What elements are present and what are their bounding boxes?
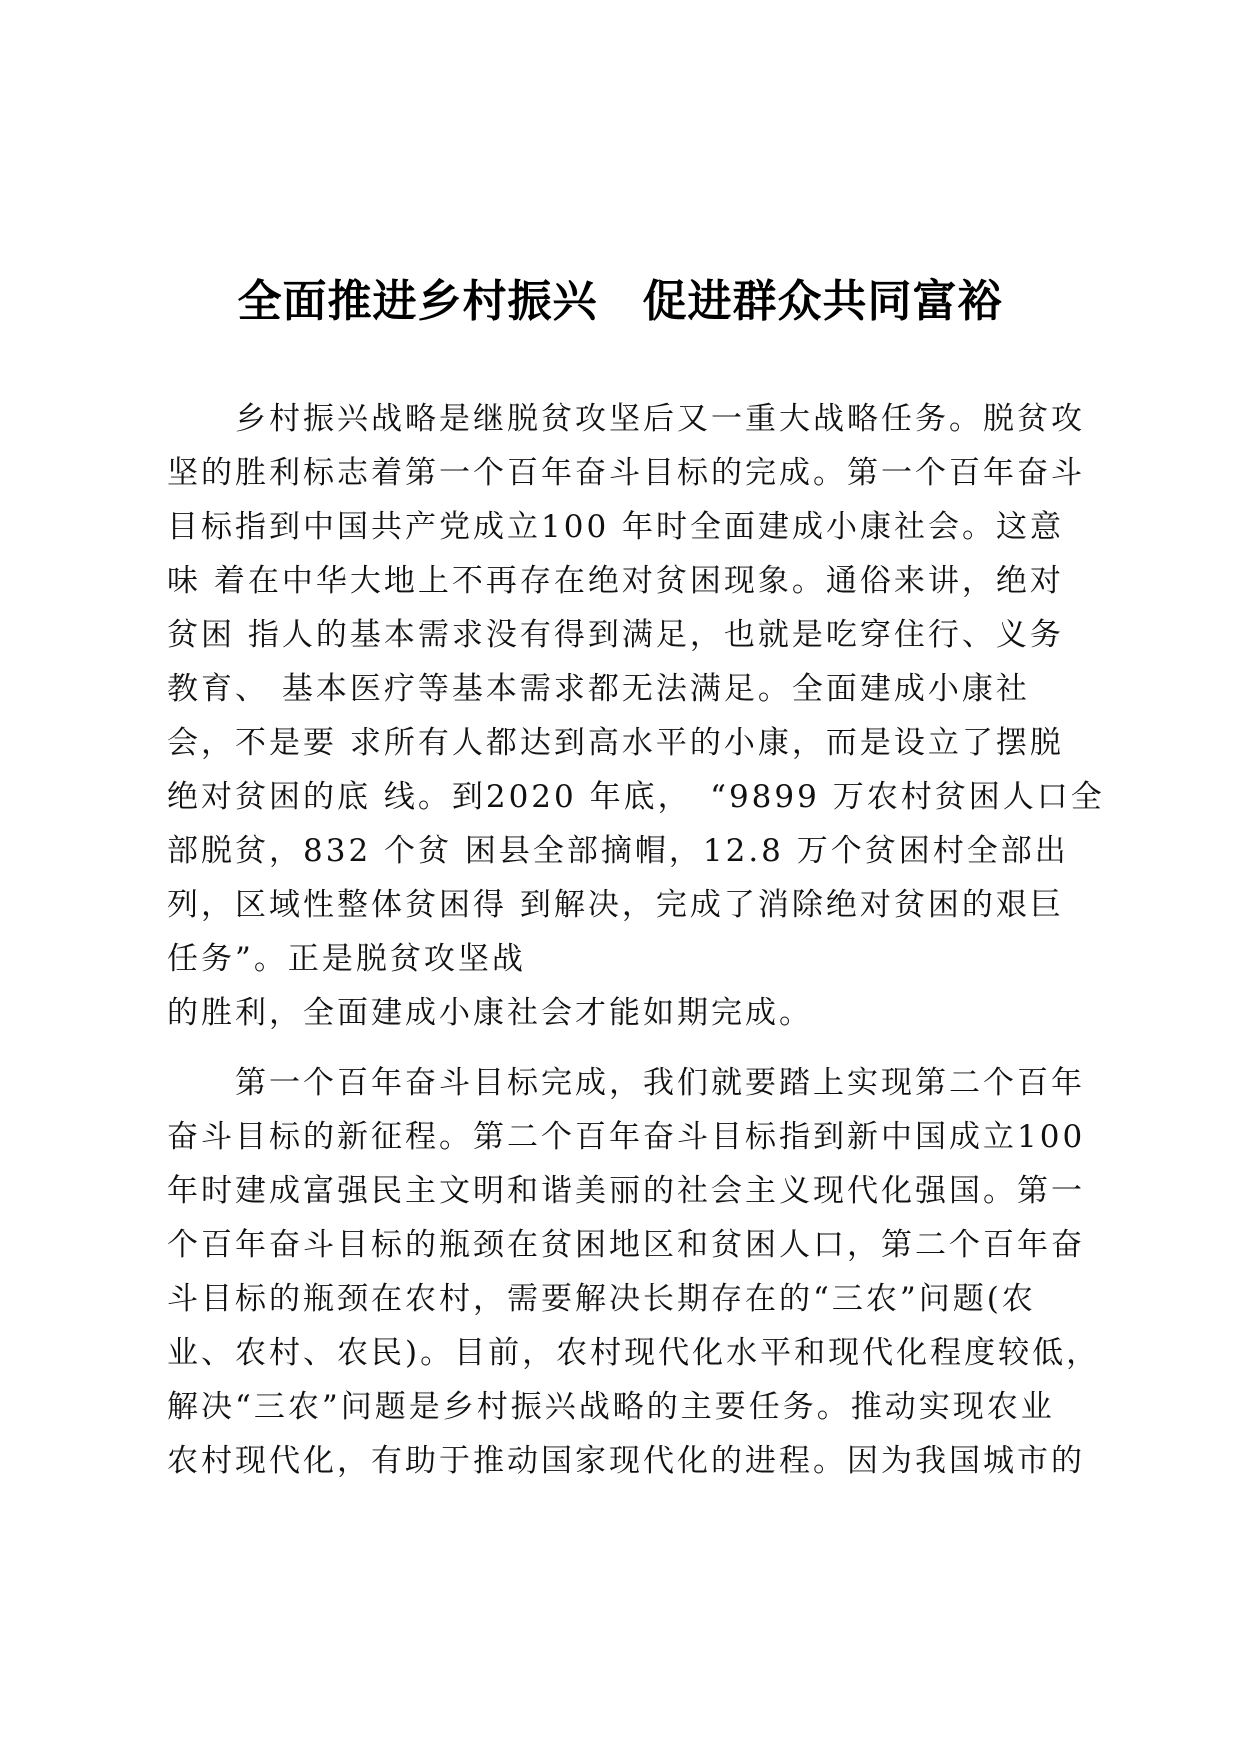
document-title: 全面推进乡村振兴 促进群众共同富裕 xyxy=(237,276,1003,327)
document-body xyxy=(167,392,1105,1488)
paragraph-line: 绝对贫困的底 线。到2020 年底， “9899 万农村贫困人口全 xyxy=(167,779,1105,815)
paragraph-line: 业、农村、农民)。目前，农村现代化水平和现代化程度较低， xyxy=(167,1335,1101,1371)
paragraph-line: 教育、 基本医疗等基本需求都无法满足。全面建成小康社 xyxy=(167,671,1030,707)
paragraph-line: 农村现代化，有助于推动国家现代化的进程。因为我国城市的 xyxy=(167,1443,1085,1479)
paragraph-line: 的胜利，全面建成小康社会才能如期完成。 xyxy=(167,995,813,1031)
paragraph-line: 坚的胜利标志着第一个百年奋斗目标的完成。第一个百年奋斗 xyxy=(167,455,1085,491)
paragraph-line: 斗目标的瓶颈在农村，需要解决长期存在的“三农”问题(农 xyxy=(167,1281,1036,1317)
paragraph-1 xyxy=(167,392,1105,1040)
paragraph-line: 任务”。正是脱贫攻坚战 xyxy=(167,941,526,977)
paragraph-line: 部脱贫，832 个贫 困县全部摘帽，12.8 万个贫困村全部出 xyxy=(167,833,1069,869)
paragraph-line: 贫困 指人的基本需求没有得到满足，也就是吃穿住行、义务 xyxy=(167,617,1064,653)
paragraph-line: 年时建成富强民主文明和谐美丽的社会主义现代化强国。第一 xyxy=(167,1173,1085,1209)
paragraph-line: 列，区域性整体贫困得 到解决，完成了消除绝对贫困的艰巨 xyxy=(167,887,1064,923)
paragraph-line: 第一个百年奋斗目标完成，我们就要踏上实现第二个百年 xyxy=(167,1065,1085,1101)
paragraph-2 xyxy=(167,1056,1101,1488)
paragraph-line: 味 着在中华大地上不再存在绝对贫困现象。通俗来讲，绝对 xyxy=(167,563,1064,599)
paragraph-line: 目标指到中国共产党成立100 年时全面建成小康社会。这意 xyxy=(167,509,1065,545)
paragraph-line: 会，不是要 求所有人都达到高水平的小康，而是设立了摆脱 xyxy=(167,725,1064,761)
paragraph-line: 解决“三农”问题是乡村振兴战略的主要任务。推动实现农业 xyxy=(167,1389,1055,1425)
paragraph-line: 乡村振兴战略是继脱贫攻坚后又一重大战略任务。脱贫攻 xyxy=(167,401,1085,437)
paragraph-line: 奋斗目标的新征程。第二个百年奋斗目标指到新中国成立100 xyxy=(167,1119,1086,1155)
paragraph-line: 个百年奋斗目标的瓶颈在贫困地区和贫困人口，第二个百年奋 xyxy=(167,1227,1085,1263)
